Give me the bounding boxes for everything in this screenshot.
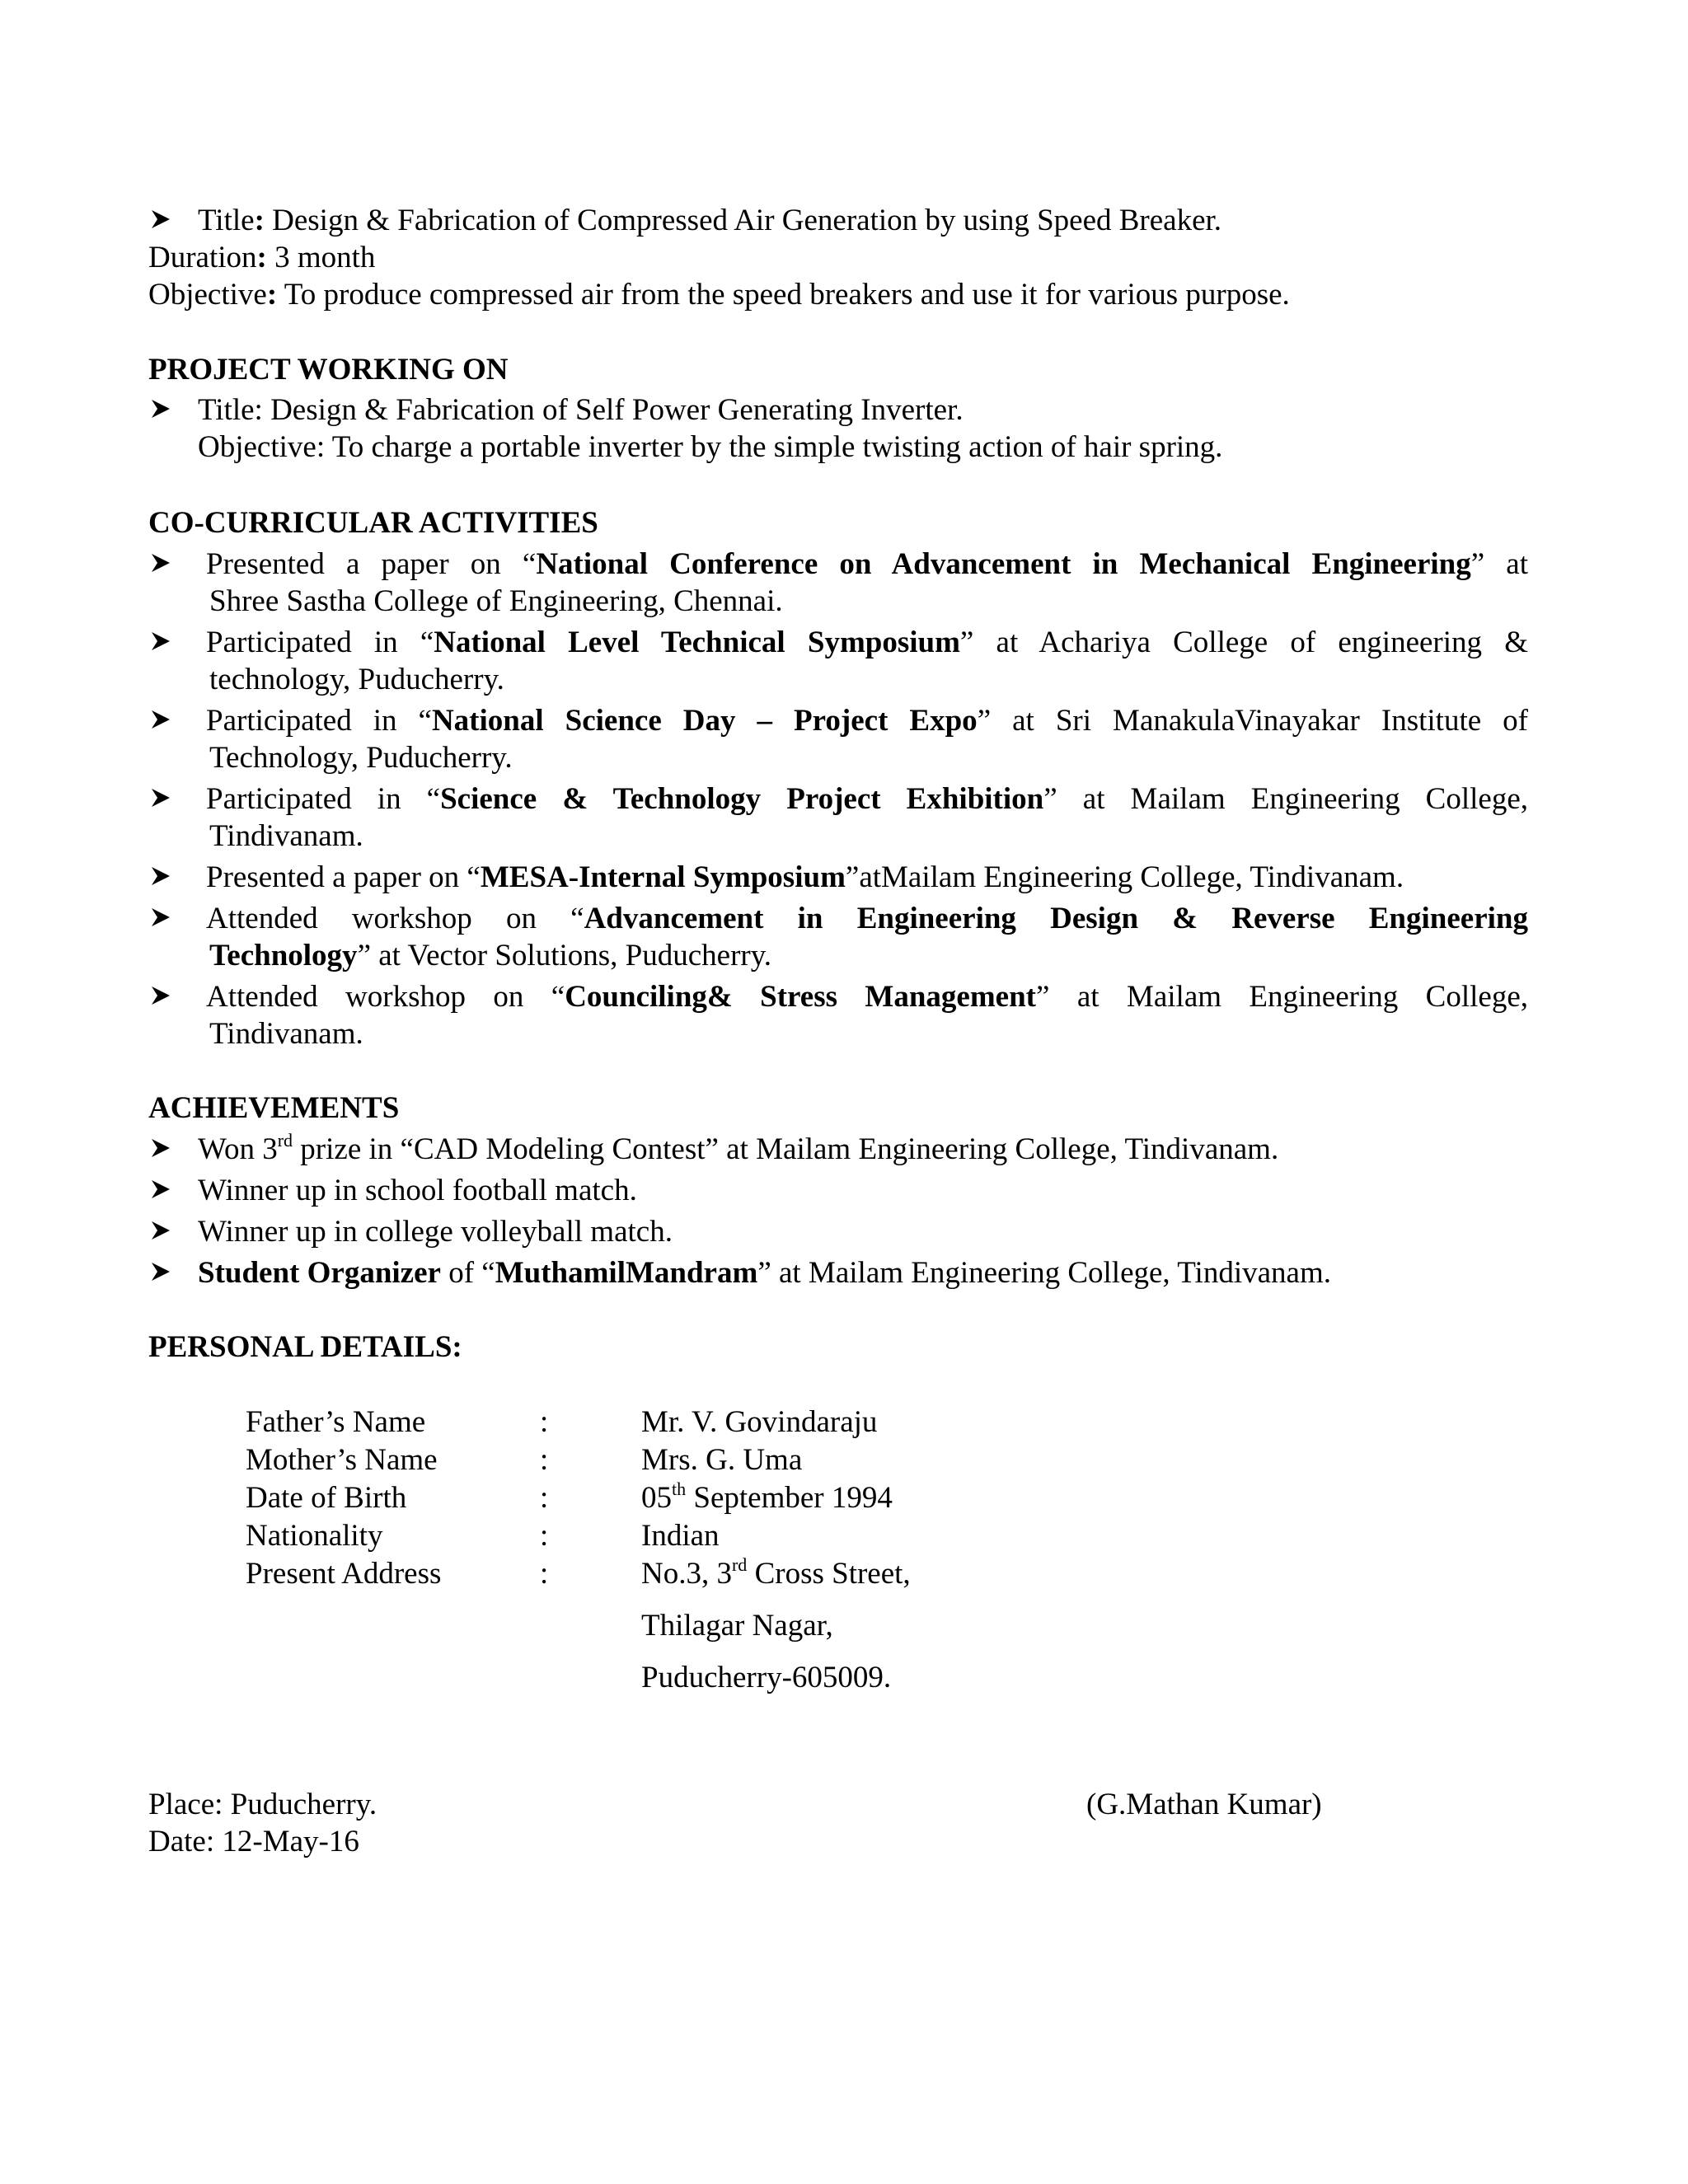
- achievement-item: Won 3rd prize in “CAD Modeling Contest” at Mailam Engineering College, Tindivanam.: [198, 1129, 1279, 1166]
- cocurricular-item-continued: Technology” at Vector Solutions, Puducherry.: [209, 939, 772, 972]
- dob-value: 05th September 1994: [641, 1478, 893, 1515]
- arrow-bullet-icon: [150, 907, 171, 928]
- arrow-bullet-icon: [150, 709, 171, 730]
- cocurricular-item: Presented a paper on “MESA-Internal Symposium”atMailam Engineering College, Tindivanam.: [206, 860, 1404, 894]
- cocurricular-item: Attended workshop on “Advancement in Engineering Design & Reverse Engineering: [206, 902, 1528, 935]
- mother-name-label: Mother’s Name: [246, 1443, 438, 1477]
- arrow-bullet-icon: [150, 1261, 171, 1282]
- arrow-bullet-icon: [150, 209, 171, 230]
- working-project-objective: Objective: To charge a portable inverter by the simple twisting action of hair spring.: [198, 430, 1223, 464]
- father-name-label: Father’s Name: [246, 1405, 426, 1439]
- field-separator: :: [540, 1481, 549, 1515]
- cocurricular-item: Participated in “Science & Technology Project Exhibition” at Mailam Engineering College,: [206, 782, 1528, 816]
- cocurricular-item: Participated in “National Level Technical Symposium” at Achariya College of engineering &: [206, 626, 1528, 659]
- section-heading-project-working: PROJECT WORKING ON: [148, 353, 509, 387]
- section-heading-personal-details: PERSONAL DETAILS:: [148, 1330, 462, 1364]
- cocurricular-item-continued: Tindivanam.: [209, 1017, 363, 1051]
- cocurricular-item-continued: Tindivanam.: [209, 819, 363, 853]
- cocurricular-item-continued: technology, Puducherry.: [209, 663, 504, 696]
- dob-label: Date of Birth: [246, 1481, 407, 1515]
- address-label: Present Address: [246, 1557, 442, 1591]
- arrow-bullet-icon: [150, 865, 171, 887]
- cocurricular-item: Attended workshop on “Counciling& Stress Management” at Mailam Engineering College,: [206, 980, 1528, 1014]
- address-line-2: Thilagar Nagar,: [641, 1609, 833, 1643]
- section-heading-achievements: ACHIEVEMENTS: [148, 1091, 400, 1125]
- achievement-item: Winner up in college volleyball match.: [198, 1215, 673, 1249]
- father-name-value: Mr. V. Govindaraju: [641, 1405, 878, 1439]
- arrow-bullet-icon: [150, 630, 171, 652]
- arrow-bullet-icon: [150, 398, 171, 419]
- nationality-value: Indian: [641, 1519, 720, 1553]
- arrow-bullet-icon: [150, 1137, 171, 1159]
- achievement-item: Student Organizer of “MuthamilMandram” at Mailam Engineering College, Tindivanam.: [198, 1256, 1331, 1290]
- signature-name: (G.Mathan Kumar): [1086, 1788, 1322, 1821]
- field-separator: :: [540, 1519, 549, 1553]
- place: Place: Puducherry.: [148, 1788, 377, 1821]
- field-separator: :: [540, 1443, 549, 1477]
- mother-name-value: Mrs. G. Uma: [641, 1443, 803, 1477]
- project-title: Title: Design & Fabrication of Compressed Air Generation by using Speed Breaker.: [198, 204, 1222, 237]
- field-separator: :: [540, 1405, 549, 1439]
- achievement-item: Winner up in school football match.: [198, 1174, 637, 1207]
- nationality-label: Nationality: [246, 1519, 383, 1553]
- section-heading-cocurricular: CO-CURRICULAR ACTIVITIES: [148, 506, 598, 540]
- project-duration: Duration: 3 month: [148, 241, 376, 274]
- arrow-bullet-icon: [150, 985, 171, 1006]
- date: Date: 12-May-16: [148, 1825, 359, 1858]
- field-separator: :: [540, 1557, 549, 1591]
- cocurricular-item: Participated in “National Science Day – Project Expo” at Sri ManakulaVinayakar Institute of: [206, 704, 1528, 738]
- arrow-bullet-icon: [150, 552, 171, 574]
- cocurricular-item: Presented a paper on “National Conference on Advancement in Mechanical Engineering” at: [206, 547, 1529, 581]
- working-project-title: Title: Design & Fabrication of Self Power Generating Inverter.: [198, 393, 964, 427]
- arrow-bullet-icon: [150, 787, 171, 808]
- project-objective: Objective: To produce compressed air from the speed breakers and use it for various purpose.: [148, 278, 1290, 312]
- cocurricular-item-continued: Technology, Puducherry.: [209, 741, 513, 775]
- arrow-bullet-icon: [150, 1179, 171, 1200]
- address-line-3: Puducherry-605009.: [641, 1661, 892, 1694]
- arrow-bullet-icon: [150, 1220, 171, 1241]
- cocurricular-item-continued: Shree Sastha College of Engineering, Chennai.: [209, 584, 783, 618]
- address-line-1: No.3, 3rd Cross Street,: [641, 1554, 911, 1591]
